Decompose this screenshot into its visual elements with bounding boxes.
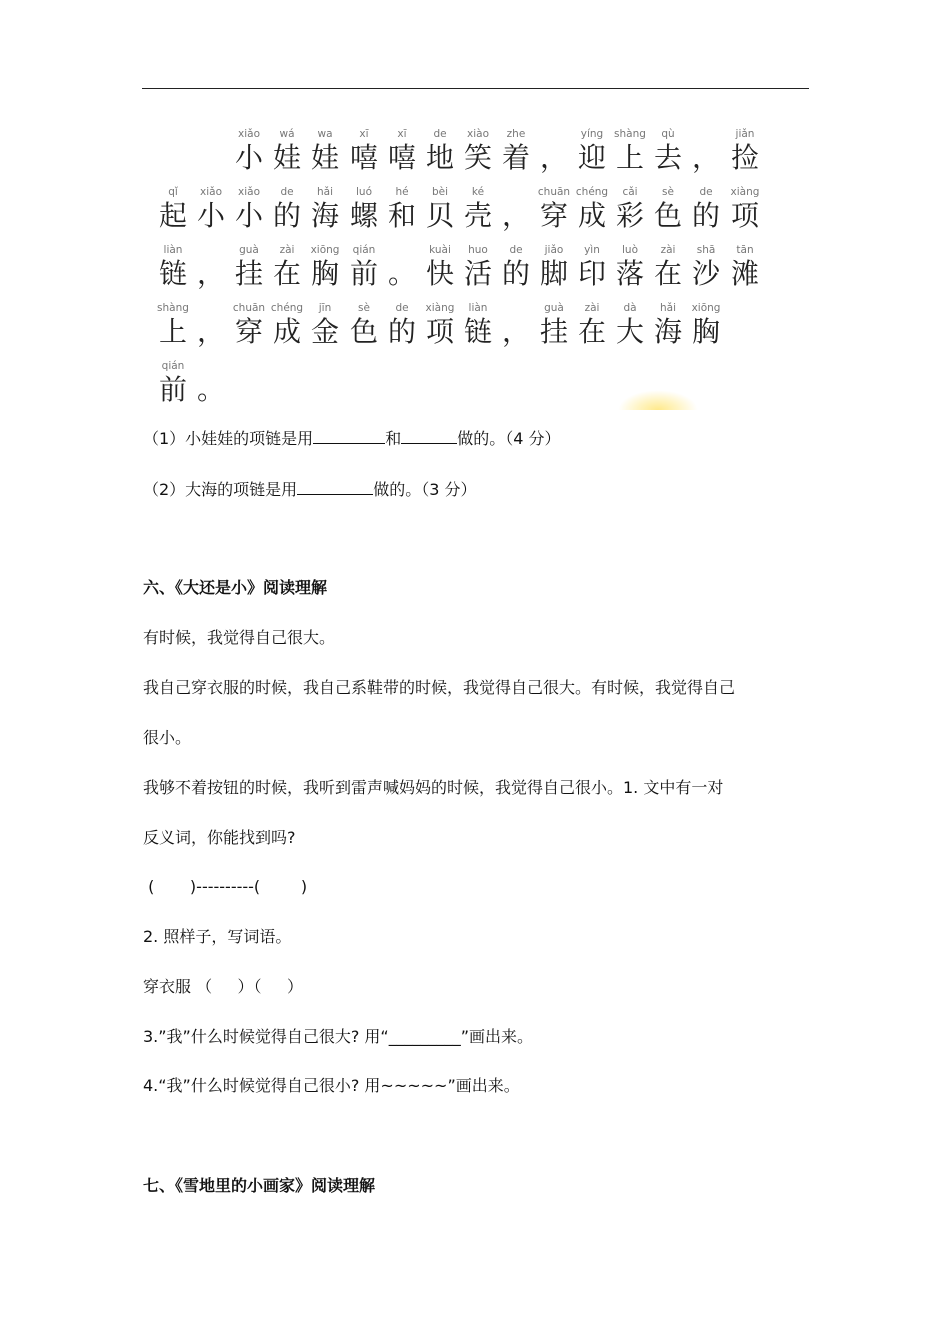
character-cell [156, 184, 190, 240]
character-cell [308, 126, 342, 182]
pinyin-text: xiào [467, 128, 489, 140]
character-cell [461, 300, 495, 356]
character-cell [270, 126, 304, 182]
question-1-mid: 和 [385, 429, 402, 448]
character-cell [385, 300, 419, 356]
pinyin-text: wá [279, 128, 295, 140]
character-cell [651, 242, 685, 298]
character-cell [194, 300, 228, 356]
hanzi-text: 上 [158, 315, 187, 348]
character-cell [347, 184, 381, 240]
character-cell [232, 126, 266, 182]
question-1-suffix: 做的。（4 分） [457, 429, 561, 448]
character-cell [308, 300, 342, 356]
section-6-paragraph-3b: 反义词，你能找到吗? [143, 828, 296, 847]
character-cell [613, 126, 647, 182]
character-cell [232, 184, 266, 240]
hanzi-text: 链 [463, 315, 492, 348]
character-cell [270, 242, 304, 298]
hanzi-text: 笑 [463, 141, 492, 174]
pinyin-text: hé [395, 186, 409, 198]
character-cell [689, 242, 723, 298]
pinyin-text: huo [468, 244, 488, 256]
pinyin-text: chuān [232, 302, 266, 314]
pinyin-text: chuān [537, 186, 571, 198]
passage-line [156, 242, 759, 298]
pinyin-passage-image [156, 126, 760, 410]
hanzi-text: 项 [425, 315, 454, 348]
hanzi-text: 色 [653, 199, 682, 232]
hanzi-text: 壳 [463, 199, 492, 232]
hanzi-text: 穿 [234, 315, 263, 348]
character-cell [575, 184, 609, 240]
hanzi-text: 嘻 [349, 141, 378, 174]
hanzi-text: 穿 [539, 199, 568, 232]
section-6-paragraph-2b: 很小。 [143, 728, 192, 747]
hanzi-text: 快 [425, 257, 454, 290]
section-6-question-2: 2. 照样子，写词语。 [143, 927, 292, 946]
hanzi-text: 螺 [349, 199, 378, 232]
pinyin-text: zài [279, 244, 295, 256]
pinyin-text: sè [358, 302, 370, 314]
character-cell [575, 300, 609, 356]
hanzi-text: 色 [349, 315, 378, 348]
hanzi-text: 链 [158, 257, 187, 290]
character-cell [270, 300, 304, 356]
character-cell [270, 184, 304, 240]
pinyin-text: jīn [318, 302, 332, 314]
hanzi-text: 的 [272, 199, 301, 232]
pinyin-text: xiǎo [238, 128, 260, 140]
pinyin-text: tān [736, 244, 754, 256]
hanzi-text: 上 [615, 141, 644, 174]
hanzi-text: 去 [653, 141, 682, 174]
hanzi-text: 成 [272, 315, 301, 348]
section-6-question-2-example[interactable]: 穿衣服 （ ）（ ） [143, 977, 303, 996]
pinyin-text: wa [317, 128, 333, 140]
hanzi-text: 小 [196, 199, 225, 232]
hanzi-text: 脚 [539, 257, 568, 290]
character-cell [308, 184, 342, 240]
pinyin-text: chéng [575, 186, 609, 198]
hanzi-text: 小 [234, 199, 263, 232]
hanzi-text: 挂 [539, 315, 568, 348]
pinyin-text: xī [397, 128, 407, 140]
pinyin-text: liàn [163, 244, 183, 256]
question-2-suffix: 做的。（3 分） [373, 480, 477, 499]
character-cell [537, 126, 571, 182]
passage-line [156, 184, 760, 240]
pinyin-text: de [433, 128, 447, 140]
pinyin-text: xiàng [425, 302, 455, 314]
hanzi-text: 彩 [615, 199, 644, 232]
pinyin-text: dà [623, 302, 637, 314]
hanzi-text: 。 [196, 373, 225, 406]
character-cell [423, 242, 457, 298]
pinyin-text: jiǎn [735, 128, 755, 140]
character-cell [385, 184, 419, 240]
character-cell [575, 242, 609, 298]
pinyin-text: chéng [270, 302, 304, 314]
pinyin-text: zài [660, 244, 676, 256]
character-cell [423, 300, 457, 356]
hanzi-text: 。 [387, 257, 416, 290]
character-cell [194, 184, 228, 240]
hanzi-text: 海 [653, 315, 682, 348]
character-cell [575, 126, 609, 182]
pinyin-text: bèi [431, 186, 449, 198]
pinyin-text: qián [352, 244, 376, 256]
hanzi-text: 沙 [691, 257, 720, 290]
section-7-title: 七、《雪地里的小画家》阅读理解 [143, 1176, 376, 1195]
hanzi-text: 起 [158, 199, 187, 232]
pinyin-text: guà [544, 302, 564, 314]
pinyin-text: xiǎo [200, 186, 222, 198]
pinyin-text: hǎi [316, 186, 333, 198]
pinyin-text: qǐ [168, 186, 178, 198]
hanzi-text: 迎 [577, 141, 606, 174]
character-cell [385, 242, 419, 298]
pinyin-text: jiǎo [544, 244, 564, 256]
pinyin-text: xiǎo [238, 186, 260, 198]
hanzi-text: ， [501, 199, 530, 232]
hanzi-text: 的 [691, 199, 720, 232]
character-cell [347, 242, 381, 298]
character-cell [728, 126, 762, 182]
antonym-answer-line[interactable]: ( )----------( ) [143, 877, 308, 896]
hanzi-text: 在 [577, 315, 606, 348]
pinyin-text: cǎi [622, 186, 638, 198]
character-cell [156, 242, 190, 298]
character-cell [728, 242, 762, 298]
hanzi-text: 胸 [691, 315, 720, 348]
character-cell [499, 184, 533, 240]
pinyin-text: qù [661, 128, 675, 140]
passage-line [156, 126, 759, 182]
character-cell [156, 358, 190, 414]
hanzi-text: 在 [272, 257, 301, 290]
hanzi-text: 在 [653, 257, 682, 290]
pinyin-text: yíng [580, 128, 604, 140]
question-2-prefix: （2）大海的项链是用 [143, 480, 298, 499]
section-6-title: 六、《大还是小》阅读理解 [143, 578, 328, 597]
hanzi-text: 大 [615, 315, 644, 348]
hanzi-text: 的 [501, 257, 530, 290]
character-cell [461, 184, 495, 240]
character-cell [499, 126, 533, 182]
section-6-paragraph-1: 有时候，我觉得自己很大。 [143, 628, 336, 647]
passage-line [156, 358, 718, 414]
pinyin-text: zhe [506, 128, 526, 140]
pinyin-text: xī [359, 128, 369, 140]
pinyin-text: liàn [468, 302, 488, 314]
character-cell [651, 126, 685, 182]
hanzi-text: 嘻 [387, 141, 416, 174]
character-cell [423, 184, 457, 240]
pinyin-text: xiōng [691, 302, 721, 314]
character-cell [385, 126, 419, 182]
answer-blank-2[interactable] [297, 479, 373, 495]
character-cell [423, 126, 457, 182]
character-cell [689, 300, 723, 356]
character-cell [232, 242, 266, 298]
hanzi-text: 和 [387, 199, 416, 232]
hanzi-text: 贝 [425, 199, 454, 232]
hanzi-text: 地 [425, 141, 454, 174]
hanzi-text: 成 [577, 199, 606, 232]
pinyin-text: yìn [584, 244, 600, 256]
hanzi-text: ， [196, 257, 225, 290]
hanzi-text: 落 [615, 257, 644, 290]
character-cell [347, 300, 381, 356]
character-cell [156, 300, 190, 356]
character-cell [461, 126, 495, 182]
character-cell [308, 242, 342, 298]
pinyin-text: hǎi [659, 302, 676, 314]
hanzi-text: 捡 [730, 141, 759, 174]
pinyin-text: zài [584, 302, 600, 314]
hanzi-text: 挂 [234, 257, 263, 290]
answer-blank-1a[interactable] [313, 428, 385, 444]
character-cell [537, 242, 571, 298]
hanzi-text: 娃 [310, 141, 339, 174]
hanzi-text: 胸 [310, 257, 339, 290]
hanzi-text: 项 [730, 199, 759, 232]
hanzi-text: 的 [387, 315, 416, 348]
pinyin-text: shā [696, 244, 716, 256]
character-cell [194, 242, 228, 298]
hanzi-text: 活 [463, 257, 492, 290]
section-6-paragraph-2a: 我自己穿衣服的时候，我自己系鞋带的时候，我觉得自己很大。有时候，我觉得自己 [143, 678, 736, 697]
character-cell [613, 242, 647, 298]
pinyin-text: shàng [614, 128, 646, 140]
character-cell [689, 126, 723, 182]
hanzi-text: 小 [234, 141, 263, 174]
question-1 [143, 428, 560, 449]
pinyin-text: kuài [429, 244, 451, 256]
pinyin-text: qián [161, 360, 185, 372]
pinyin-text: xiōng [310, 244, 340, 256]
character-cell [613, 184, 647, 240]
question-2 [143, 479, 476, 500]
hanzi-text: 前 [158, 373, 187, 406]
hanzi-text: ， [501, 315, 530, 348]
passage-line [156, 300, 721, 356]
character-cell [613, 300, 647, 356]
pinyin-text: de [699, 186, 713, 198]
pinyin-text: ké [471, 186, 485, 198]
pinyin-text: de [509, 244, 523, 256]
hanzi-text: ， [539, 141, 568, 174]
character-cell [499, 300, 533, 356]
hanzi-text: 娃 [272, 141, 301, 174]
pinyin-text: de [395, 302, 409, 314]
character-cell [499, 242, 533, 298]
question-1-prefix: （1）小娃娃的项链是用 [143, 429, 314, 448]
character-cell [537, 300, 571, 356]
character-cell [347, 126, 381, 182]
hanzi-text: ， [691, 141, 720, 174]
section-6-question-4: 4.“我”什么时候觉得自己很小? 用~~~~~”画出来。 [143, 1076, 520, 1095]
section-6-paragraph-3a: 我够不着按钮的时候，我听到雷声喊妈妈的时候，我觉得自己很小。1. 文中有一对 [143, 778, 724, 797]
pinyin-text: luò [622, 244, 638, 256]
hanzi-text: 前 [349, 257, 378, 290]
character-cell [728, 184, 762, 240]
hanzi-text: 滩 [730, 257, 759, 290]
character-cell [537, 184, 571, 240]
hanzi-text: ， [196, 315, 225, 348]
pinyin-text: shàng [157, 302, 189, 314]
hanzi-text: 印 [577, 257, 606, 290]
pinyin-text: luó [356, 186, 372, 198]
pinyin-text: guà [239, 244, 259, 256]
header-rule [142, 88, 809, 89]
character-cell [651, 300, 685, 356]
pinyin-text: sè [662, 186, 674, 198]
pinyin-text: de [280, 186, 294, 198]
character-cell [194, 358, 228, 414]
character-cell [232, 300, 266, 356]
section-6-question-3: 3.”我”什么时候觉得自己很大? 用“_________”画出来。 [143, 1027, 534, 1046]
character-cell [651, 184, 685, 240]
pinyin-text: xiàng [730, 186, 760, 198]
answer-blank-1b[interactable] [401, 428, 457, 444]
hanzi-text: 着 [501, 141, 530, 174]
hanzi-text: 金 [310, 315, 339, 348]
hanzi-text: 海 [310, 199, 339, 232]
character-cell [689, 184, 723, 240]
character-cell [461, 242, 495, 298]
